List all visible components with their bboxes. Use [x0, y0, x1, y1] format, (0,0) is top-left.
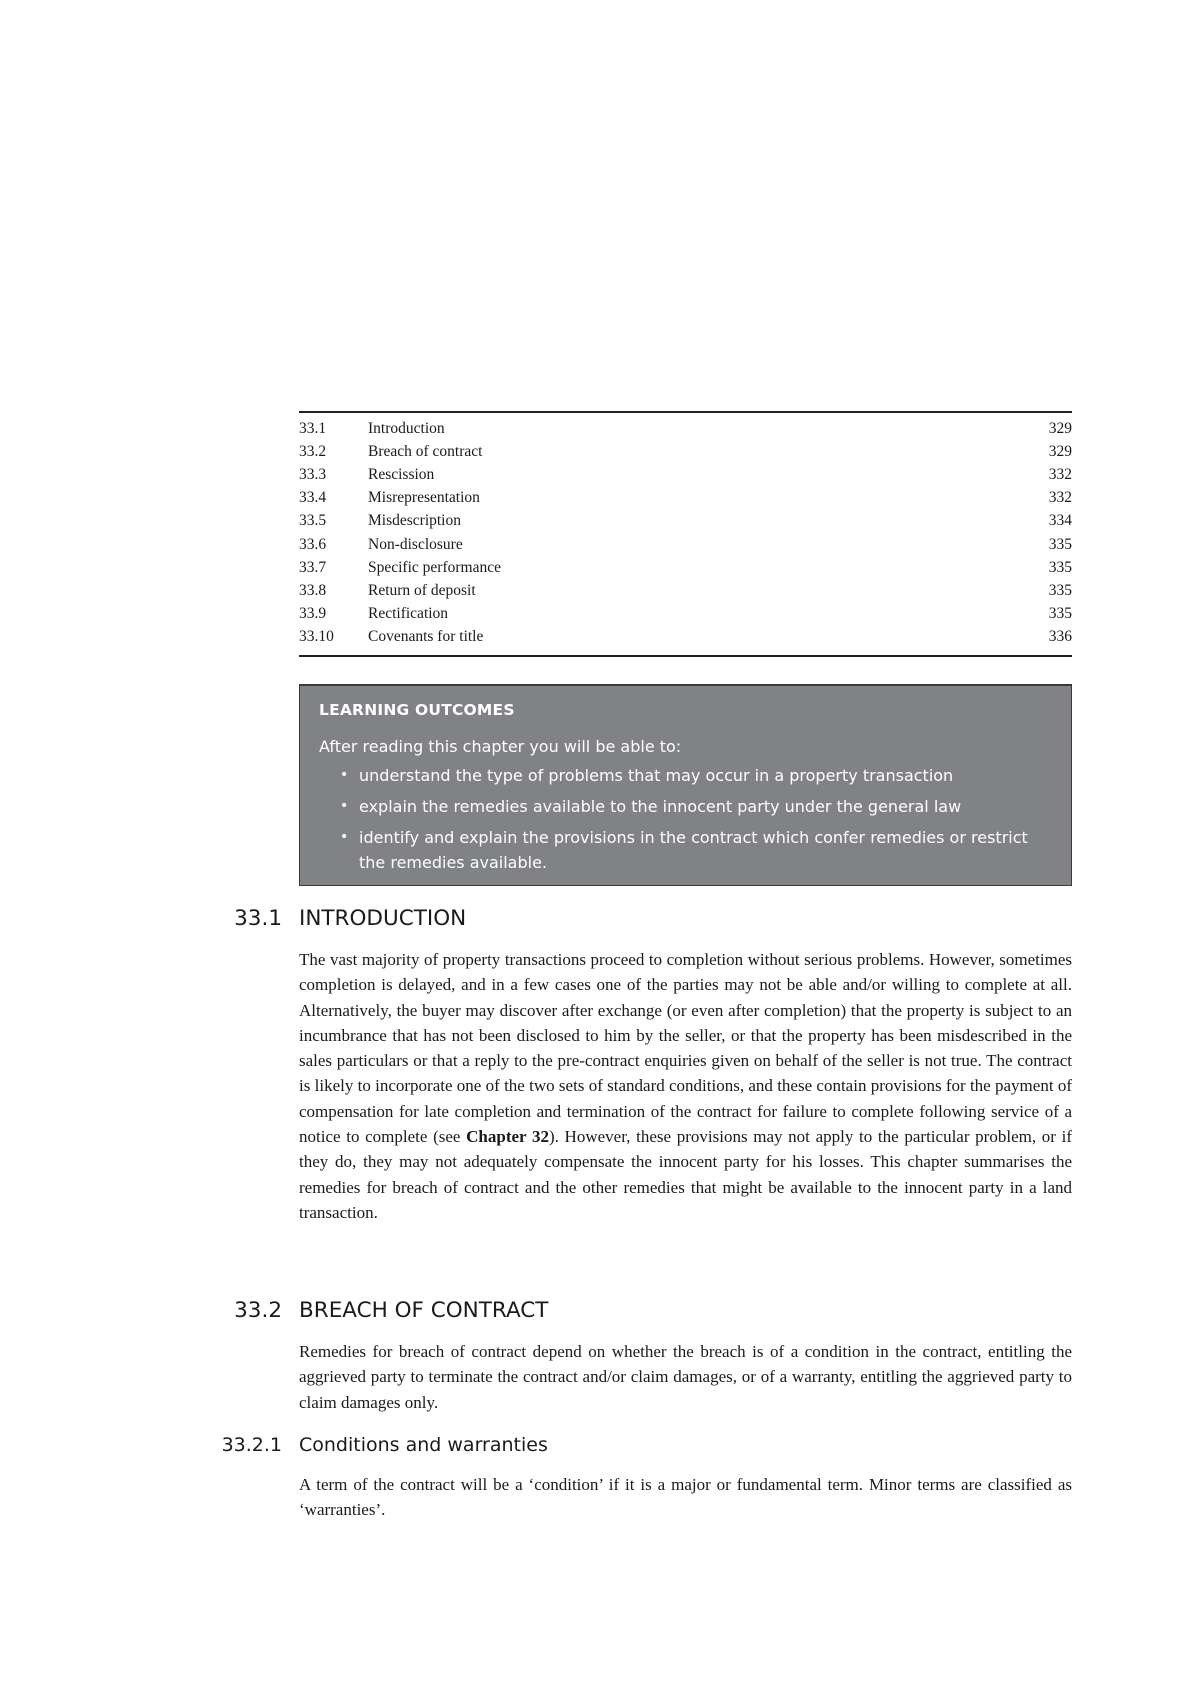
- contents-page: 329: [1048, 419, 1072, 437]
- conditions-paragraph: [299, 1472, 1072, 1523]
- contents-row: [299, 626, 1072, 649]
- contents-title: Introduction: [368, 419, 445, 437]
- chapter-contents: [299, 411, 1072, 657]
- contents-row: [299, 487, 1072, 510]
- contents-page: 332: [1048, 465, 1072, 483]
- paragraph-text: A term of the contract will be a ‘condition’ if it is a major or fundamental term. Minor terms are classified as ‘warranties’.: [299, 1475, 1072, 1520]
- chapter-reference: Chapter 32: [466, 1127, 549, 1147]
- contents-title: Rescission: [368, 465, 435, 483]
- contents-title: Breach of contract: [368, 442, 483, 460]
- contents-row: [299, 463, 1072, 486]
- section-number: 33.2: [234, 1298, 282, 1323]
- contents-page: 329: [1048, 442, 1072, 460]
- contents-number: 33.1: [299, 419, 327, 437]
- introduction-paragraph: [299, 947, 1072, 1225]
- contents-page: 336: [1048, 628, 1072, 646]
- contents-number: 33.8: [299, 581, 327, 599]
- paragraph-text: Remedies for breach of contract depend on whether the breach is of a condition in the contract, entitling the aggrieved party to terminate the contract and/or claim damages, or of a warranty, entitling the aggrieved party to claim damages only.: [299, 1342, 1072, 1412]
- contents-number: 33.10: [299, 628, 334, 646]
- section-title: BREACH OF CONTRACT: [299, 1298, 549, 1323]
- paragraph-text: The vast majority of property transactions proceed to completion without serious problems. However, sometimes completion is delayed, and in a few cases one of the parties may not be able and/or willing to complete at all. Alternatively, the buyer may discover after exchange (or even after completion) that the property is subject to an incumbrance that has not been disclosed to him by the seller, or that the property has been misdescribed in the sales particulars or that a reply to the pre-contract enquiries given on behalf of the seller is not true. The contract is likely to incorporate one of the two sets of standard conditions, and these contain provisions for the payment of compensation for late completion and termination of the contract for failure to complete following service of a notice to complete (see: [299, 950, 1072, 1147]
- contents-row: [299, 417, 1072, 440]
- subsection-heading-conditions: [219, 1434, 548, 1456]
- contents-number: 33.9: [299, 605, 327, 623]
- contents-page: 335: [1048, 558, 1072, 576]
- learning-outcomes-list: [319, 763, 1053, 875]
- contents-page: 335: [1048, 581, 1072, 599]
- learning-outcomes-intro: After reading this chapter you will be able to:: [319, 737, 682, 756]
- contents-title: Specific performance: [368, 558, 501, 576]
- bullet-icon: •: [340, 798, 349, 814]
- list-item: [319, 763, 1053, 788]
- contents-title: Return of deposit: [368, 581, 476, 599]
- contents-row: [299, 533, 1072, 556]
- contents-title: Non-disclosure: [368, 535, 463, 553]
- contents-title: Covenants for title: [368, 628, 484, 646]
- contents-number: 33.2: [299, 442, 327, 460]
- contents-number: 33.6: [299, 535, 327, 553]
- outcome-text: identify and explain the provisions in the contract which confer remedies or restrict the remedies available.: [359, 828, 1028, 872]
- outcome-text: explain the remedies available to the innocent party under the general law: [359, 797, 962, 816]
- contents-row: [299, 579, 1072, 602]
- contents-title: Misdescription: [368, 512, 461, 530]
- contents-number: 33.5: [299, 512, 327, 530]
- subsection-number: 33.2.1: [221, 1434, 282, 1456]
- contents-title: Misrepresentation: [368, 489, 480, 507]
- contents-number: 33.7: [299, 558, 327, 576]
- learning-outcomes-box: [299, 684, 1072, 886]
- section-heading-breach: [220, 1298, 548, 1323]
- contents-page: 335: [1048, 535, 1072, 553]
- breach-paragraph: [299, 1339, 1072, 1415]
- contents-row: [299, 440, 1072, 463]
- contents-number: 33.4: [299, 489, 327, 507]
- bullet-icon: •: [340, 767, 349, 783]
- contents-page: 332: [1048, 489, 1072, 507]
- contents-page: 334: [1048, 512, 1072, 530]
- contents-row: [299, 556, 1072, 579]
- list-item: [319, 825, 1053, 875]
- bullet-icon: •: [340, 829, 349, 845]
- section-title: INTRODUCTION: [299, 906, 467, 931]
- subsection-title: Conditions and warranties: [299, 1434, 548, 1456]
- contents-number: 33.3: [299, 465, 327, 483]
- learning-outcomes-heading: LEARNING OUTCOMES: [319, 701, 515, 719]
- contents-title: Rectification: [368, 605, 449, 623]
- section-number: 33.1: [234, 906, 282, 931]
- list-item: [319, 794, 1053, 819]
- outcome-text: understand the type of problems that may occur in a property transaction: [359, 766, 954, 785]
- paragraph-text: ). However, these provisions may not apply to the particular problem, or if they do, they may not adequately compensate the innocent party for his losses. This chapter summarises the remedies for breach of contract and the other remedies that might be available to the innocent party in a land transaction.: [299, 1127, 1072, 1222]
- contents-page: 335: [1048, 605, 1072, 623]
- contents-row: [299, 510, 1072, 533]
- contents-row: [299, 603, 1072, 626]
- section-heading-introduction: [220, 906, 466, 931]
